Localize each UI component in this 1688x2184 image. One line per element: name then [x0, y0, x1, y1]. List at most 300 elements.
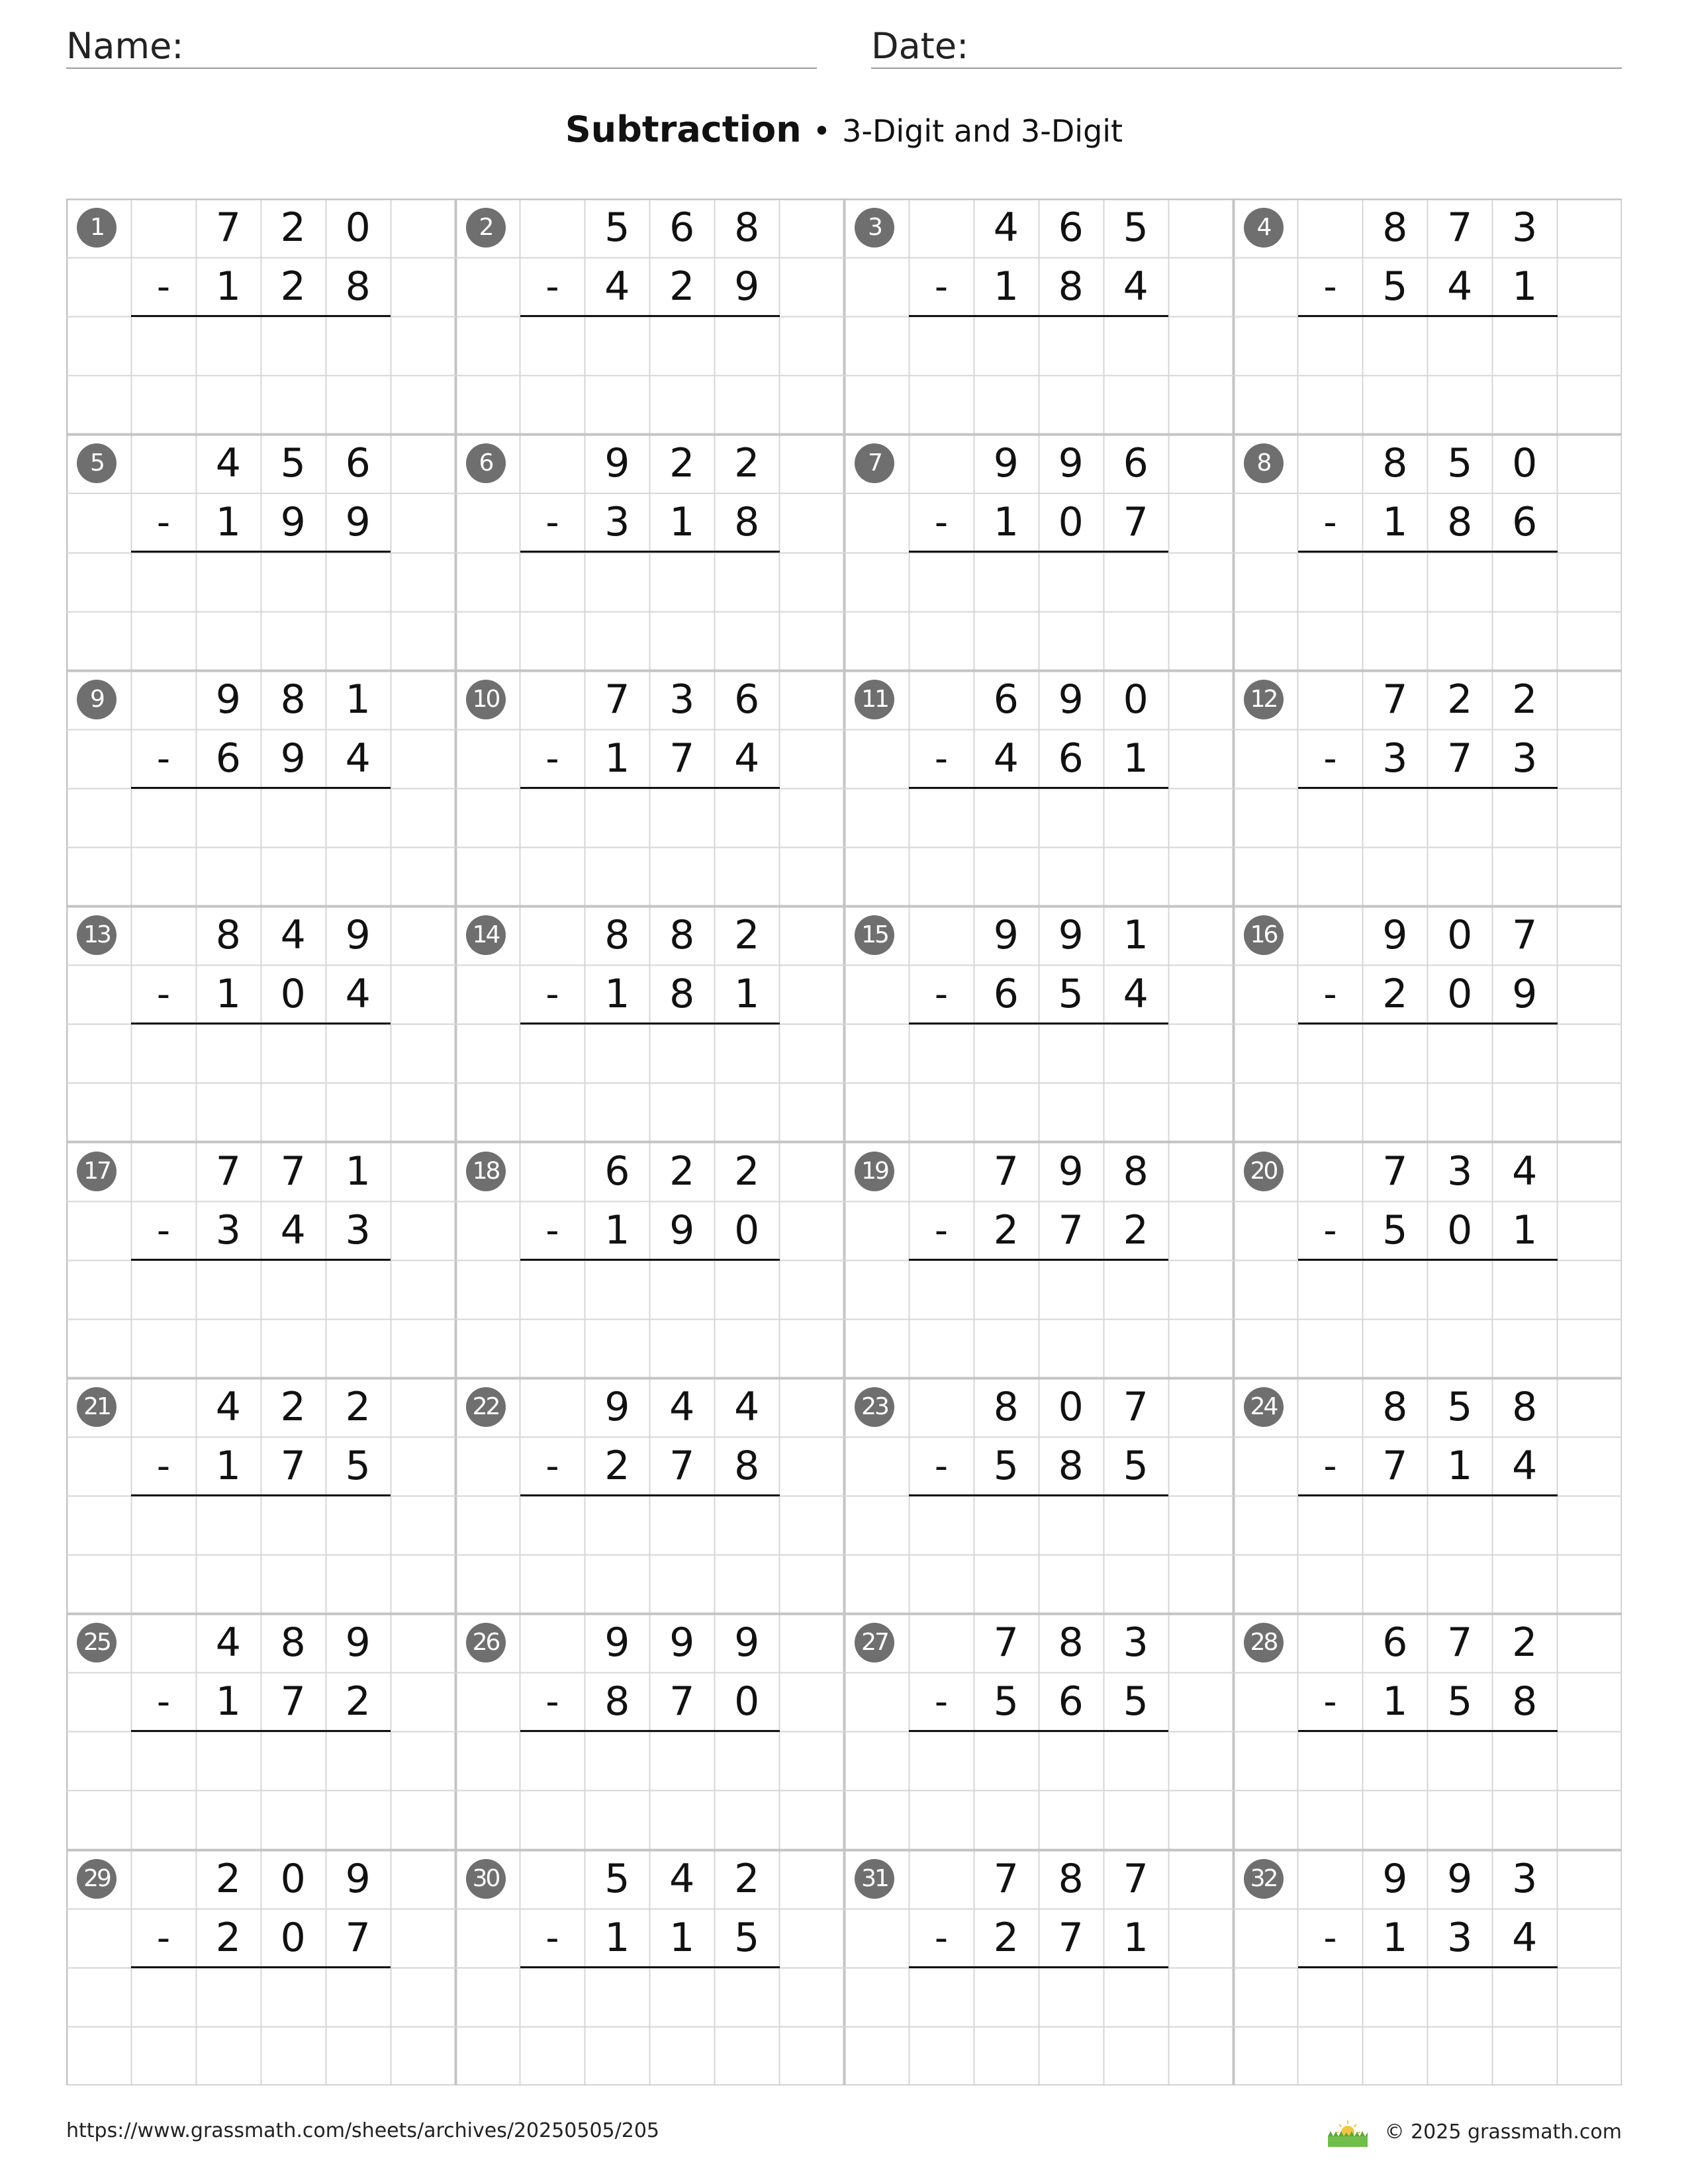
minuend-digit: 8	[1382, 205, 1408, 251]
problem-block	[844, 1378, 1233, 1614]
answer-line	[1298, 1259, 1558, 1261]
subtrahend-digit: 1	[1123, 735, 1149, 782]
answer-line	[131, 551, 391, 553]
minus-sign: -	[156, 501, 171, 545]
minus-sign: -	[156, 1916, 171, 1960]
problem-number-badge: 28	[1244, 1623, 1284, 1662]
subtrahend-digit: 4	[993, 735, 1019, 782]
minuend-digit: 1	[345, 676, 371, 723]
subtrahend-digit: 1	[1382, 1914, 1408, 1961]
minuend-digit: 4	[669, 1855, 695, 1902]
minuend-digit: 9	[604, 1619, 630, 1666]
problem-block	[844, 434, 1233, 670]
problem-number-badge: 9	[77, 680, 117, 719]
problem-block	[455, 670, 844, 906]
minus-sign: -	[545, 1444, 559, 1488]
minuend-digit: 9	[345, 1855, 371, 1902]
answer-line	[909, 787, 1168, 789]
name-field[interactable]	[66, 25, 817, 69]
subtrahend-digit: 6	[993, 971, 1019, 1018]
subtrahend-digit: 4	[1512, 1442, 1538, 1489]
minuend-digit: 5	[280, 440, 306, 487]
subtrahend-digit: 1	[215, 499, 241, 546]
subtrahend-digit: 8	[734, 499, 760, 546]
subtrahend-digit: 3	[345, 1206, 371, 1253]
minuend-digit: 6	[1123, 440, 1149, 487]
subtrahend-digit: 4	[734, 735, 760, 782]
subtrahend-digit: 1	[1123, 1914, 1149, 1961]
subtrahend-digit: 1	[604, 735, 630, 782]
subtrahend-digit: 4	[345, 735, 371, 782]
problem-block	[844, 1614, 1233, 1849]
footer-copyright	[1327, 2118, 1622, 2147]
minuend-digit: 2	[215, 1855, 241, 1902]
answer-line	[1298, 551, 1558, 553]
date-label: Date:	[871, 25, 969, 67]
subtrahend-digit: 2	[345, 1678, 371, 1725]
minuend-digit: 8	[1058, 1619, 1084, 1666]
subtrahend-digit: 7	[280, 1442, 306, 1489]
minuend-digit: 9	[345, 1619, 371, 1666]
minus-sign: -	[545, 973, 559, 1017]
minuend-digit: 3	[1512, 1855, 1538, 1902]
problem-number-badge: 22	[466, 1387, 506, 1427]
minus-sign: -	[934, 265, 949, 308]
subtrahend-digit: 1	[215, 1442, 241, 1489]
answer-line	[520, 315, 780, 317]
minuend-digit: 2	[734, 440, 760, 487]
title-bullet: •	[812, 113, 831, 149]
minus-sign: -	[1323, 501, 1337, 545]
answer-line	[1298, 315, 1558, 317]
minuend-digit: 9	[604, 440, 630, 487]
minuend-digit: 0	[280, 1855, 306, 1902]
minuend-digit: 2	[734, 1148, 760, 1195]
problem-block	[1233, 1378, 1622, 1614]
minuend-digit: 7	[1123, 1383, 1149, 1430]
subtrahend-digit: 5	[1382, 263, 1408, 310]
minuend-digit: 2	[280, 205, 306, 251]
subtrahend-digit: 9	[280, 499, 306, 546]
minuend-digit: 7	[993, 1148, 1019, 1195]
minus-sign: -	[1323, 1444, 1337, 1488]
minus-sign: -	[934, 1444, 949, 1488]
problem-block	[455, 434, 844, 670]
answer-line	[909, 1023, 1168, 1024]
problem-number-badge: 1	[77, 208, 117, 248]
subtrahend-digit: 5	[1058, 971, 1084, 1018]
subtrahend-digit: 5	[1123, 1678, 1149, 1725]
answer-line	[909, 1494, 1168, 1496]
minuend-digit: 7	[280, 1148, 306, 1195]
minus-sign: -	[545, 737, 559, 780]
minuend-digit: 9	[1058, 440, 1084, 487]
subtrahend-digit: 7	[669, 735, 695, 782]
problem-number-badge: 25	[77, 1623, 117, 1662]
subtrahend-digit: 6	[215, 735, 241, 782]
problem-block	[455, 1378, 844, 1614]
minuend-digit: 0	[1123, 676, 1149, 723]
subtrahend-digit: 8	[669, 971, 695, 1018]
minuend-digit: 3	[1512, 205, 1538, 251]
subtrahend-digit: 2	[604, 1442, 630, 1489]
subtrahend-digit: 2	[993, 1914, 1019, 1961]
subtrahend-digit: 5	[345, 1442, 371, 1489]
subtrahend-digit: 9	[734, 263, 760, 310]
problem-block	[66, 1850, 455, 2085]
subtrahend-digit: 1	[604, 1206, 630, 1253]
minus-sign: -	[545, 501, 559, 545]
minuend-digit: 7	[215, 205, 241, 251]
minus-sign: -	[545, 1680, 559, 1724]
subtrahend-digit: 2	[669, 263, 695, 310]
date-field[interactable]	[871, 25, 1622, 69]
answer-line	[131, 1494, 391, 1496]
minus-sign: -	[156, 265, 171, 308]
answer-line	[520, 1494, 780, 1496]
subtrahend-digit: 7	[1447, 735, 1473, 782]
subtrahend-digit: 2	[993, 1206, 1019, 1253]
subtrahend-digit: 0	[734, 1206, 760, 1253]
subtrahend-digit: 4	[1123, 971, 1149, 1018]
subtrahend-digit: 9	[669, 1206, 695, 1253]
answer-line	[520, 1259, 780, 1261]
minuend-digit: 0	[345, 205, 371, 251]
problem-number-badge: 2	[466, 208, 506, 248]
problem-number-badge: 17	[77, 1152, 117, 1191]
subtrahend-digit: 1	[1382, 1678, 1408, 1725]
subtrahend-digit: 3	[215, 1206, 241, 1253]
subtrahend-digit: 7	[1058, 1206, 1084, 1253]
minuend-digit: 2	[734, 1855, 760, 1902]
problem-block	[66, 1378, 455, 1614]
problem-block	[66, 906, 455, 1142]
problem-block	[455, 1850, 844, 2085]
problem-number-badge: 14	[466, 915, 506, 955]
minuend-digit: 2	[1512, 676, 1538, 723]
answer-line	[131, 1023, 391, 1024]
minuend-digit: 9	[734, 1619, 760, 1666]
problem-number-badge: 31	[855, 1859, 894, 1899]
answer-line	[1298, 1023, 1558, 1024]
problem-block	[1233, 434, 1622, 670]
problem-number-badge: 24	[1244, 1387, 1284, 1427]
minuend-digit: 6	[734, 676, 760, 723]
answer-line	[909, 1966, 1168, 1968]
subtrahend-digit: 1	[1447, 1442, 1473, 1489]
minuend-digit: 0	[1058, 1383, 1084, 1430]
subtrahend-digit: 8	[1512, 1678, 1538, 1725]
minuend-digit: 8	[1382, 440, 1408, 487]
minuend-digit: 7	[604, 676, 630, 723]
subtrahend-digit: 9	[345, 499, 371, 546]
minus-sign: -	[1323, 265, 1337, 308]
minuend-digit: 8	[993, 1383, 1019, 1430]
minuend-digit: 2	[280, 1383, 306, 1430]
answer-line	[520, 1730, 780, 1732]
subtrahend-digit: 4	[345, 971, 371, 1018]
minuend-digit: 4	[993, 205, 1019, 251]
minuend-digit: 9	[669, 1619, 695, 1666]
minuend-digit: 5	[1447, 440, 1473, 487]
problem-number-badge: 32	[1244, 1859, 1284, 1899]
answer-line	[1298, 787, 1558, 789]
minuend-digit: 4	[669, 1383, 695, 1430]
subtrahend-digit: 4	[1123, 263, 1149, 310]
subtrahend-digit: 1	[734, 971, 760, 1018]
subtrahend-digit: 7	[669, 1442, 695, 1489]
subtrahend-digit: 8	[1058, 1442, 1084, 1489]
answer-line	[131, 1730, 391, 1732]
problem-number-badge: 30	[466, 1859, 506, 1899]
subtrahend-digit: 1	[669, 499, 695, 546]
subtrahend-digit: 5	[734, 1914, 760, 1961]
problem-number-badge: 10	[466, 680, 506, 719]
title-main: Subtraction	[565, 109, 802, 150]
minus-sign: -	[545, 1208, 559, 1252]
subtrahend-digit: 0	[1058, 499, 1084, 546]
subtrahend-digit: 0	[280, 971, 306, 1018]
subtrahend-digit: 7	[1058, 1914, 1084, 1961]
subtrahend-digit: 1	[993, 263, 1019, 310]
subtrahend-digit: 4	[1512, 1914, 1538, 1961]
minuend-digit: 1	[345, 1148, 371, 1195]
minuend-digit: 3	[669, 676, 695, 723]
minus-sign: -	[1323, 1208, 1337, 1252]
problem-number-badge: 21	[77, 1387, 117, 1427]
subtrahend-digit: 9	[1512, 971, 1538, 1018]
minuend-digit: 6	[1382, 1619, 1408, 1666]
minuend-digit: 0	[1512, 440, 1538, 487]
minuend-digit: 5	[604, 1855, 630, 1902]
minuend-digit: 1	[1123, 912, 1149, 959]
minus-sign: -	[934, 1916, 949, 1960]
minuend-digit: 5	[1123, 205, 1149, 251]
problem-block	[1233, 1614, 1622, 1849]
minuend-digit: 8	[1058, 1855, 1084, 1902]
problem-block	[844, 1850, 1233, 2085]
minuend-digit: 2	[669, 1148, 695, 1195]
minuend-digit: 4	[215, 1383, 241, 1430]
minus-sign: -	[934, 1208, 949, 1252]
grass-sun-logo-icon	[1327, 2118, 1369, 2147]
minuend-digit: 9	[1058, 676, 1084, 723]
minuend-digit: 8	[1123, 1148, 1149, 1195]
minuend-digit: 8	[734, 205, 760, 251]
name-label: Name:	[66, 25, 184, 67]
answer-line	[909, 551, 1168, 553]
minus-sign: -	[156, 973, 171, 1017]
problem-number-badge: 19	[855, 1152, 894, 1191]
subtrahend-digit: 0	[1447, 1206, 1473, 1253]
subtrahend-digit: 1	[1512, 263, 1538, 310]
minuend-digit: 4	[280, 912, 306, 959]
answer-line	[131, 1259, 391, 1261]
minus-sign: -	[156, 1444, 171, 1488]
minus-sign: -	[934, 973, 949, 1017]
problem-number-badge: 29	[77, 1859, 117, 1899]
minuend-digit: 8	[604, 912, 630, 959]
subtrahend-digit: 6	[1058, 735, 1084, 782]
subtrahend-digit: 1	[1512, 1206, 1538, 1253]
answer-line	[909, 315, 1168, 317]
subtrahend-digit: 4	[604, 263, 630, 310]
minuend-digit: 9	[1382, 1855, 1408, 1902]
subtrahend-digit: 1	[215, 1678, 241, 1725]
subtrahend-digit: 1	[215, 971, 241, 1018]
subtrahend-digit: 6	[1058, 1678, 1084, 1725]
problem-number-badge: 12	[1244, 680, 1284, 719]
minuend-digit: 7	[1447, 1619, 1473, 1666]
problem-block	[66, 1142, 455, 1378]
minuend-digit: 8	[215, 912, 241, 959]
minuend-digit: 7	[1447, 205, 1473, 251]
subtrahend-digit: 1	[1382, 499, 1408, 546]
minuend-digit: 3	[1447, 1148, 1473, 1195]
subtrahend-digit: 4	[1447, 263, 1473, 310]
subtrahend-digit: 6	[1512, 499, 1538, 546]
subtrahend-digit: 1	[215, 263, 241, 310]
worksheet-title	[0, 103, 1688, 158]
minuend-digit: 6	[604, 1148, 630, 1195]
problem-block	[66, 434, 455, 670]
minuend-digit: 9	[993, 440, 1019, 487]
problem-block	[1233, 906, 1622, 1142]
footer-url: https://www.grassmath.com/sheets/archives/20250505/205	[66, 2119, 660, 2142]
minus-sign: -	[1323, 737, 1337, 780]
minus-sign: -	[156, 1680, 171, 1724]
subtrahend-digit: 3	[604, 499, 630, 546]
subtrahend-digit: 1	[604, 971, 630, 1018]
minuend-digit: 6	[669, 205, 695, 251]
title-subtitle: 3-Digit and 3-Digit	[842, 113, 1123, 149]
problem-number-badge: 26	[466, 1623, 506, 1662]
minuend-digit: 2	[1447, 676, 1473, 723]
problem-block	[66, 199, 455, 434]
problem-number-badge: 8	[1244, 443, 1284, 483]
problem-number-badge: 7	[855, 443, 894, 483]
minuend-digit: 8	[669, 912, 695, 959]
minus-sign: -	[934, 1680, 949, 1724]
problem-number-badge: 18	[466, 1152, 506, 1191]
minuend-digit: 9	[215, 676, 241, 723]
problem-number-badge: 4	[1244, 208, 1284, 248]
problem-block	[66, 670, 455, 906]
answer-line	[520, 1966, 780, 1968]
minus-sign: -	[156, 737, 171, 780]
problem-number-badge: 3	[855, 208, 894, 248]
problem-grid	[66, 199, 1622, 2085]
subtrahend-digit: 2	[215, 1914, 241, 1961]
minuend-digit: 7	[993, 1619, 1019, 1666]
subtrahend-digit: 4	[280, 1206, 306, 1253]
minuend-digit: 2	[669, 440, 695, 487]
minuend-digit: 0	[1447, 912, 1473, 959]
problem-number-badge: 6	[466, 443, 506, 483]
answer-line	[520, 787, 780, 789]
minuend-digit: 5	[604, 205, 630, 251]
minuend-digit: 2	[345, 1383, 371, 1430]
minuend-digit: 5	[1447, 1383, 1473, 1430]
subtrahend-digit: 0	[734, 1678, 760, 1725]
minuend-digit: 6	[345, 440, 371, 487]
minuend-digit: 9	[604, 1383, 630, 1430]
minuend-digit: 7	[1123, 1855, 1149, 1902]
minus-sign: -	[545, 265, 559, 308]
subtrahend-digit: 7	[669, 1678, 695, 1725]
problem-number-badge: 5	[77, 443, 117, 483]
subtrahend-digit: 2	[1382, 971, 1408, 1018]
minuend-digit: 8	[1382, 1383, 1408, 1430]
subtrahend-digit: 7	[345, 1914, 371, 1961]
subtrahend-digit: 5	[993, 1442, 1019, 1489]
subtrahend-digit: 5	[993, 1678, 1019, 1725]
subtrahend-digit: 7	[1123, 499, 1149, 546]
subtrahend-digit: 2	[280, 263, 306, 310]
subtrahend-digit: 5	[1447, 1678, 1473, 1725]
subtrahend-digit: 7	[1382, 1442, 1408, 1489]
minus-sign: -	[1323, 973, 1337, 1017]
answer-line	[909, 1730, 1168, 1732]
problem-block	[455, 199, 844, 434]
minuend-digit: 7	[993, 1855, 1019, 1902]
minuend-digit: 9	[1058, 912, 1084, 959]
problem-block	[1233, 670, 1622, 906]
answer-line	[520, 1023, 780, 1024]
minuend-digit: 9	[1447, 1855, 1473, 1902]
problem-number-badge: 16	[1244, 915, 1284, 955]
minuend-digit: 8	[280, 1619, 306, 1666]
problem-number-badge: 20	[1244, 1152, 1284, 1191]
minuend-digit: 7	[215, 1148, 241, 1195]
problem-block	[455, 1614, 844, 1849]
minuend-digit: 7	[1382, 1148, 1408, 1195]
problem-block	[1233, 1142, 1622, 1378]
minuend-digit: 3	[1123, 1619, 1149, 1666]
subtrahend-digit: 1	[669, 1914, 695, 1961]
subtrahend-digit: 1	[604, 1914, 630, 1961]
minus-sign: -	[545, 1916, 559, 1960]
problem-number-badge: 15	[855, 915, 894, 955]
minus-sign: -	[1323, 1916, 1337, 1960]
subtrahend-digit: 0	[1447, 971, 1473, 1018]
answer-line	[131, 1966, 391, 1968]
answer-line	[131, 315, 391, 317]
subtrahend-digit: 5	[1382, 1206, 1408, 1253]
subtrahend-digit: 8	[1058, 263, 1084, 310]
subtrahend-digit: 9	[280, 735, 306, 782]
minuend-digit: 8	[280, 676, 306, 723]
minus-sign: -	[156, 1208, 171, 1252]
minus-sign: -	[934, 501, 949, 545]
subtrahend-digit: 3	[1447, 1914, 1473, 1961]
problem-block	[844, 199, 1233, 434]
subtrahend-digit: 3	[1512, 735, 1538, 782]
problem-block	[455, 906, 844, 1142]
minuend-digit: 6	[1058, 205, 1084, 251]
problem-block	[844, 1142, 1233, 1378]
minuend-digit: 4	[215, 440, 241, 487]
problem-block	[1233, 199, 1622, 434]
problem-number-badge: 23	[855, 1387, 894, 1427]
subtrahend-digit: 7	[280, 1678, 306, 1725]
minus-sign: -	[1323, 1680, 1337, 1724]
minuend-digit: 7	[1512, 912, 1538, 959]
minuend-digit: 2	[734, 912, 760, 959]
answer-line	[1298, 1966, 1558, 1968]
problem-number-badge: 13	[77, 915, 117, 955]
minuend-digit: 4	[215, 1619, 241, 1666]
